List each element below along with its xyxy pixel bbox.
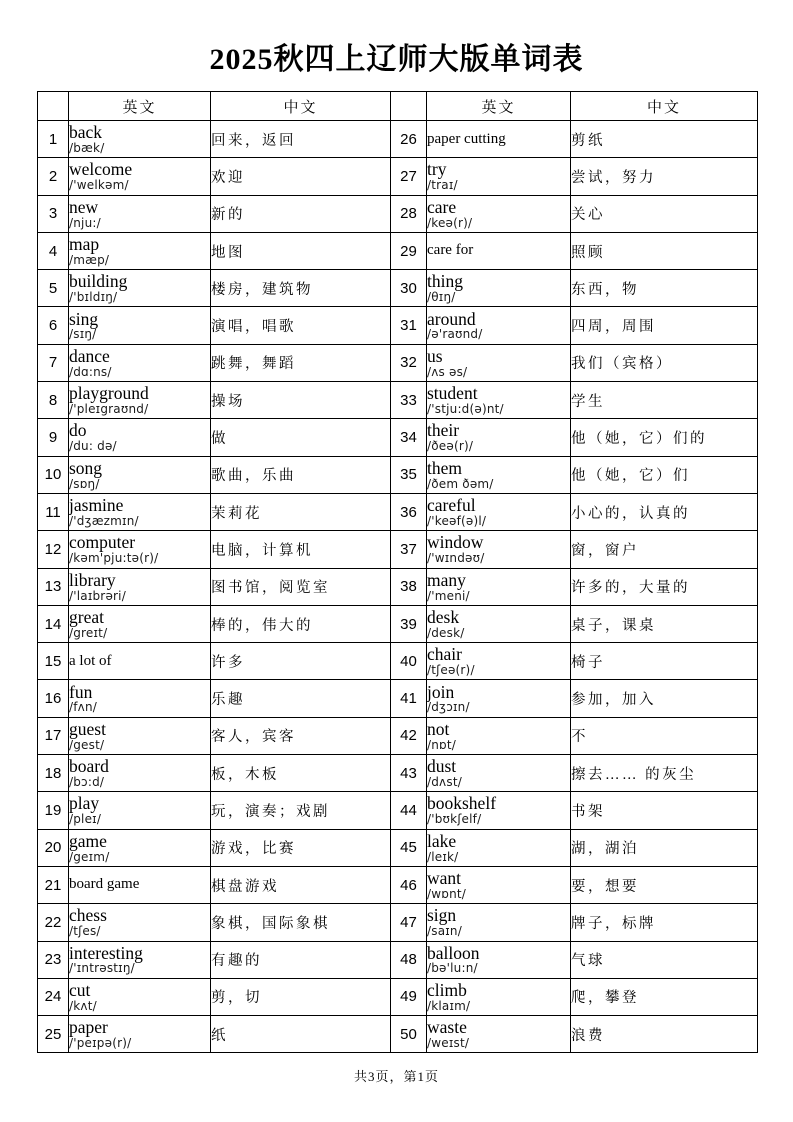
row-number: 23 — [38, 941, 69, 978]
row-number: 21 — [38, 866, 69, 903]
row-number: 15 — [38, 643, 69, 680]
phonetic-transcription: /'dʒæzmɪn/ — [69, 513, 139, 528]
english-word: fun — [69, 681, 93, 702]
chinese-cell: 游戏，比赛 — [211, 829, 391, 866]
chinese-cell: 纸 — [211, 1016, 391, 1053]
english-word: interesting — [69, 942, 143, 963]
vocabulary-table — [37, 91, 758, 1053]
row-number: 38 — [391, 568, 427, 605]
english-cell — [427, 904, 571, 941]
phonetic-transcription: /'keəf(ə)l/ — [427, 513, 487, 528]
table-row — [38, 568, 758, 605]
phonetic-transcription: /desk/ — [427, 625, 465, 640]
english-cell — [427, 643, 571, 680]
phonetic-transcription: /dɑ:ns/ — [69, 364, 112, 379]
phonetic-transcription: /klaɪm/ — [427, 998, 471, 1013]
english-cell — [427, 829, 571, 866]
chinese-cell: 欢迎 — [211, 158, 391, 195]
chinese-cell: 学生 — [571, 382, 758, 419]
english-word: many — [427, 569, 466, 590]
chinese-cell: 棒的，伟大的 — [211, 605, 391, 642]
row-number: 39 — [391, 605, 427, 642]
chinese-cell: 客人，宾客 — [211, 717, 391, 754]
chinese-cell: 棋盘游戏 — [211, 866, 391, 903]
table-row — [38, 531, 758, 568]
row-number: 20 — [38, 829, 69, 866]
chinese-cell: 书架 — [571, 792, 758, 829]
chinese-cell: 板，木板 — [211, 755, 391, 792]
english-word: care — [427, 196, 457, 217]
chinese-cell: 爬，攀登 — [571, 978, 758, 1015]
phonetic-transcription: /'welkəm/ — [69, 178, 129, 193]
row-number: 35 — [391, 456, 427, 493]
table-row — [38, 904, 758, 941]
phonetic-transcription: /'bɪldɪŋ/ — [69, 290, 118, 305]
chinese-cell: 楼房，建筑物 — [211, 270, 391, 307]
phonetic-transcription: /fʌn/ — [69, 700, 98, 715]
table-row — [38, 941, 758, 978]
english-cell — [427, 717, 571, 754]
english-word: not — [427, 718, 450, 739]
english-word: play — [69, 793, 100, 814]
chinese-cell: 演唱，唱歌 — [211, 307, 391, 344]
chinese-cell: 他（她，它）们的 — [571, 419, 758, 456]
english-word: back — [69, 122, 103, 143]
row-number: 22 — [38, 904, 69, 941]
row-number: 28 — [391, 195, 427, 232]
english-word: lake — [427, 830, 457, 851]
english-cell — [69, 307, 211, 344]
english-word: board game — [69, 876, 140, 893]
row-number: 44 — [391, 792, 427, 829]
english-cell — [69, 755, 211, 792]
row-number: 47 — [391, 904, 427, 941]
english-word: new — [69, 196, 99, 217]
chinese-cell: 椅子 — [571, 643, 758, 680]
chinese-cell: 浪费 — [571, 1016, 758, 1053]
row-number: 13 — [38, 568, 69, 605]
table-row — [38, 1016, 758, 1053]
chinese-cell: 操场 — [211, 382, 391, 419]
chinese-cell: 图书馆，阅览室 — [211, 568, 391, 605]
english-cell — [427, 531, 571, 568]
table-row — [38, 755, 758, 792]
chinese-cell: 象棋，国际象棋 — [211, 904, 391, 941]
chinese-cell: 气球 — [571, 941, 758, 978]
english-cell — [427, 978, 571, 1015]
english-cell — [69, 121, 211, 158]
row-number: 3 — [38, 195, 69, 232]
english-word: chair — [427, 644, 462, 665]
english-word: playground — [69, 383, 149, 404]
english-word: sign — [427, 905, 457, 926]
table-row — [38, 792, 758, 829]
english-word: paper cutting — [427, 130, 506, 147]
table-row — [38, 493, 758, 530]
english-word: guest — [69, 718, 106, 739]
table-row — [38, 643, 758, 680]
phonetic-transcription: /pleɪ/ — [69, 812, 102, 827]
phonetic-transcription: /sɒŋ/ — [69, 476, 100, 491]
header-number-left — [38, 92, 69, 121]
table-row — [38, 829, 758, 866]
table-row — [38, 307, 758, 344]
english-word: welcome — [69, 159, 133, 180]
english-cell — [427, 1016, 571, 1053]
chinese-cell: 剪纸 — [571, 121, 758, 158]
header-number-right — [391, 92, 427, 121]
chinese-cell: 牌子，标牌 — [571, 904, 758, 941]
chinese-cell: 电脑，计算机 — [211, 531, 391, 568]
table-row — [38, 605, 758, 642]
chinese-cell: 参加，加入 — [571, 680, 758, 717]
english-word: care for — [427, 242, 474, 259]
page-footer: 共3页，第1页 — [353, 1069, 439, 1084]
row-number: 16 — [38, 680, 69, 717]
phonetic-transcription: /nɒt/ — [427, 737, 457, 752]
phonetic-transcription: /ə'raʊnd/ — [427, 327, 483, 342]
row-number: 12 — [38, 531, 69, 568]
chinese-cell: 许多 — [211, 643, 391, 680]
table-row — [38, 978, 758, 1015]
english-cell — [69, 270, 211, 307]
english-cell — [69, 904, 211, 941]
table-row — [38, 866, 758, 903]
english-word: a lot of — [69, 652, 112, 669]
english-cell — [427, 493, 571, 530]
english-word: library — [69, 569, 116, 590]
english-cell — [69, 531, 211, 568]
english-cell — [427, 270, 571, 307]
english-cell — [427, 121, 571, 158]
english-word: join — [427, 681, 455, 702]
phonetic-transcription: /'peɪpə(r)/ — [69, 1036, 132, 1051]
english-word: student — [427, 383, 478, 404]
table-row — [38, 344, 758, 381]
phonetic-transcription: /saɪn/ — [427, 924, 462, 939]
phonetic-transcription: /keə(r)/ — [427, 215, 473, 230]
header-row — [38, 92, 758, 121]
row-number: 9 — [38, 419, 69, 456]
chinese-cell: 湖，湖泊 — [571, 829, 758, 866]
row-number: 11 — [38, 493, 69, 530]
chinese-cell: 尝试，努力 — [571, 158, 758, 195]
english-word: computer — [69, 532, 136, 553]
table-row — [38, 717, 758, 754]
phonetic-transcription: /traɪ/ — [427, 178, 458, 193]
row-number: 42 — [391, 717, 427, 754]
english-cell — [427, 419, 571, 456]
english-cell — [427, 568, 571, 605]
row-number: 30 — [391, 270, 427, 307]
english-word: paper — [69, 1017, 108, 1038]
english-cell — [69, 456, 211, 493]
phonetic-transcription: /greɪt/ — [69, 625, 108, 640]
english-cell — [69, 344, 211, 381]
phonetic-transcription: /'bʊkʃelf/ — [427, 812, 482, 827]
row-number: 27 — [391, 158, 427, 195]
chinese-cell: 有趣的 — [211, 941, 391, 978]
phonetic-transcription: /ðeə(r)/ — [427, 439, 474, 454]
phonetic-transcription: /geɪm/ — [69, 849, 110, 864]
row-number: 18 — [38, 755, 69, 792]
chinese-cell: 茉莉花 — [211, 493, 391, 530]
table-row — [38, 195, 758, 232]
chinese-cell: 跳舞，舞蹈 — [211, 344, 391, 381]
english-cell — [427, 344, 571, 381]
table-body — [38, 121, 758, 1053]
table-row — [38, 419, 758, 456]
row-number: 49 — [391, 978, 427, 1015]
english-word: them — [427, 457, 462, 478]
english-word: around — [427, 308, 476, 329]
english-word: cut — [69, 979, 91, 1000]
english-cell — [69, 605, 211, 642]
english-cell — [427, 866, 571, 903]
chinese-cell: 关心 — [571, 195, 758, 232]
english-cell — [69, 493, 211, 530]
row-number: 40 — [391, 643, 427, 680]
phonetic-transcription: /leɪk/ — [427, 849, 459, 864]
phonetic-transcription: /kʌt/ — [69, 998, 97, 1013]
page-title: 2025秋四上辽师大版单词表 — [209, 43, 584, 76]
row-number: 45 — [391, 829, 427, 866]
chinese-cell: 新的 — [211, 195, 391, 232]
phonetic-transcription: /ʌs əs/ — [427, 364, 468, 379]
row-number: 37 — [391, 531, 427, 568]
english-cell — [69, 568, 211, 605]
row-number: 48 — [391, 941, 427, 978]
header-english-right: 英文 — [427, 92, 571, 121]
english-word: balloon — [427, 942, 480, 963]
phonetic-transcription: /du: də/ — [69, 439, 117, 454]
english-word: sing — [69, 308, 99, 329]
english-word: board — [69, 756, 109, 777]
chinese-cell: 照顾 — [571, 232, 758, 269]
header-chinese-left: 中文 — [211, 92, 391, 121]
phonetic-transcription: /bæk/ — [69, 140, 105, 155]
table-row — [38, 121, 758, 158]
english-cell — [427, 307, 571, 344]
english-word: chess — [69, 905, 107, 926]
english-word: window — [427, 532, 484, 553]
phonetic-transcription: /dʌst/ — [427, 775, 462, 789]
english-cell — [69, 643, 211, 680]
phonetic-transcription: /sɪŋ/ — [69, 327, 97, 342]
row-number: 6 — [38, 307, 69, 344]
chinese-cell: 要，想要 — [571, 866, 758, 903]
phonetic-transcription: /kəm'pju:tə(r)/ — [69, 551, 159, 566]
chinese-cell: 地图 — [211, 232, 391, 269]
chinese-cell: 乐趣 — [211, 680, 391, 717]
chinese-cell: 桌子，课桌 — [571, 605, 758, 642]
row-number: 34 — [391, 419, 427, 456]
english-cell — [427, 755, 571, 792]
english-word: desk — [427, 606, 460, 627]
phonetic-transcription: /'ɪntrəstɪŋ/ — [69, 961, 135, 976]
chinese-cell: 许多的，大量的 — [571, 568, 758, 605]
english-cell — [69, 232, 211, 269]
chinese-cell: 歌曲，乐曲 — [211, 456, 391, 493]
english-cell — [69, 978, 211, 1015]
chinese-cell: 他（她，它）们 — [571, 456, 758, 493]
english-word: climb — [427, 979, 467, 1000]
table-row — [38, 232, 758, 269]
chinese-cell: 东西，物 — [571, 270, 758, 307]
chinese-cell: 窗，窗户 — [571, 531, 758, 568]
table-row — [38, 270, 758, 307]
english-word: try — [427, 159, 447, 180]
chinese-cell: 小心的，认真的 — [571, 493, 758, 530]
table-row — [38, 382, 758, 419]
row-number: 31 — [391, 307, 427, 344]
english-word: thing — [427, 271, 463, 292]
english-word: dust — [427, 756, 457, 777]
english-word: careful — [427, 495, 476, 516]
chinese-cell: 剪，切 — [211, 978, 391, 1015]
english-cell — [427, 605, 571, 642]
english-cell — [69, 680, 211, 717]
phonetic-transcription: /'stju:d(ə)nt/ — [427, 402, 504, 417]
english-word: game — [69, 830, 107, 851]
english-cell — [69, 419, 211, 456]
phonetic-transcription: /θɪŋ/ — [427, 290, 456, 305]
phonetic-transcription: /'meni/ — [427, 588, 470, 603]
chinese-cell: 四周，周围 — [571, 307, 758, 344]
english-word: their — [427, 420, 460, 441]
english-cell — [69, 382, 211, 419]
english-word: want — [427, 868, 462, 889]
row-number: 50 — [391, 1016, 427, 1053]
english-cell — [427, 158, 571, 195]
english-cell — [69, 717, 211, 754]
row-number: 33 — [391, 382, 427, 419]
phonetic-transcription: /'pleɪgraʊnd/ — [69, 402, 149, 417]
phonetic-transcription: /mæp/ — [69, 252, 110, 267]
phonetic-transcription: /nju:/ — [69, 215, 101, 230]
english-cell — [69, 1016, 211, 1053]
chinese-cell: 回来，返回 — [211, 121, 391, 158]
english-word: do — [69, 420, 87, 441]
english-word: great — [69, 606, 104, 627]
english-cell — [69, 792, 211, 829]
phonetic-transcription: /gest/ — [69, 737, 105, 752]
row-number: 43 — [391, 755, 427, 792]
english-cell — [69, 829, 211, 866]
header-english-left: 英文 — [69, 92, 211, 121]
english-cell — [427, 680, 571, 717]
row-number: 29 — [391, 232, 427, 269]
chinese-cell: 不 — [571, 717, 758, 754]
chinese-cell: 我们（宾格） — [571, 344, 758, 381]
row-number: 19 — [38, 792, 69, 829]
english-cell — [427, 792, 571, 829]
english-cell — [69, 158, 211, 195]
phonetic-transcription: /wɒnt/ — [427, 886, 467, 901]
english-word: us — [427, 345, 443, 366]
phonetic-transcription: /dʒɔɪn/ — [427, 700, 470, 715]
header-chinese-right: 中文 — [571, 92, 758, 121]
chinese-cell: 做 — [211, 419, 391, 456]
phonetic-transcription: /tʃeə(r)/ — [427, 663, 475, 678]
row-number: 25 — [38, 1016, 69, 1053]
row-number: 14 — [38, 605, 69, 642]
chinese-cell: 擦去…… 的灰尘 — [571, 755, 758, 792]
english-word: song — [69, 457, 103, 478]
english-cell — [427, 232, 571, 269]
row-number: 5 — [38, 270, 69, 307]
english-word: bookshelf — [427, 793, 497, 814]
row-number: 10 — [38, 456, 69, 493]
chinese-cell: 玩，演奏；戏剧 — [211, 792, 391, 829]
english-cell — [427, 382, 571, 419]
row-number: 17 — [38, 717, 69, 754]
phonetic-transcription: /bə'lu:n/ — [427, 961, 478, 976]
row-number: 46 — [391, 866, 427, 903]
english-cell — [69, 195, 211, 232]
english-word: waste — [427, 1017, 467, 1038]
row-number: 24 — [38, 978, 69, 1015]
row-number: 36 — [391, 493, 427, 530]
table-row — [38, 680, 758, 717]
table-row — [38, 456, 758, 493]
phonetic-transcription: /bɔ:d/ — [69, 775, 105, 789]
english-cell — [427, 941, 571, 978]
english-word: map — [69, 234, 100, 254]
english-cell — [427, 195, 571, 232]
english-cell — [69, 866, 211, 903]
row-number: 32 — [391, 344, 427, 381]
english-cell — [427, 456, 571, 493]
row-number: 41 — [391, 680, 427, 717]
phonetic-transcription: /weɪst/ — [427, 1036, 470, 1051]
row-number: 1 — [38, 121, 69, 158]
english-cell — [69, 941, 211, 978]
english-word: jasmine — [69, 495, 124, 516]
phonetic-transcription: /ðem ðəm/ — [427, 476, 494, 491]
row-number: 4 — [38, 232, 69, 269]
row-number: 8 — [38, 382, 69, 419]
phonetic-transcription: /'wɪndəʊ/ — [427, 551, 485, 566]
row-number: 26 — [391, 121, 427, 158]
row-number: 7 — [38, 344, 69, 381]
english-word: building — [69, 271, 128, 292]
phonetic-transcription: /'laɪbrəri/ — [69, 588, 126, 603]
phonetic-transcription: /tʃes/ — [69, 924, 101, 939]
table-row — [38, 158, 758, 195]
row-number: 2 — [38, 158, 69, 195]
english-word: dance — [69, 345, 110, 366]
